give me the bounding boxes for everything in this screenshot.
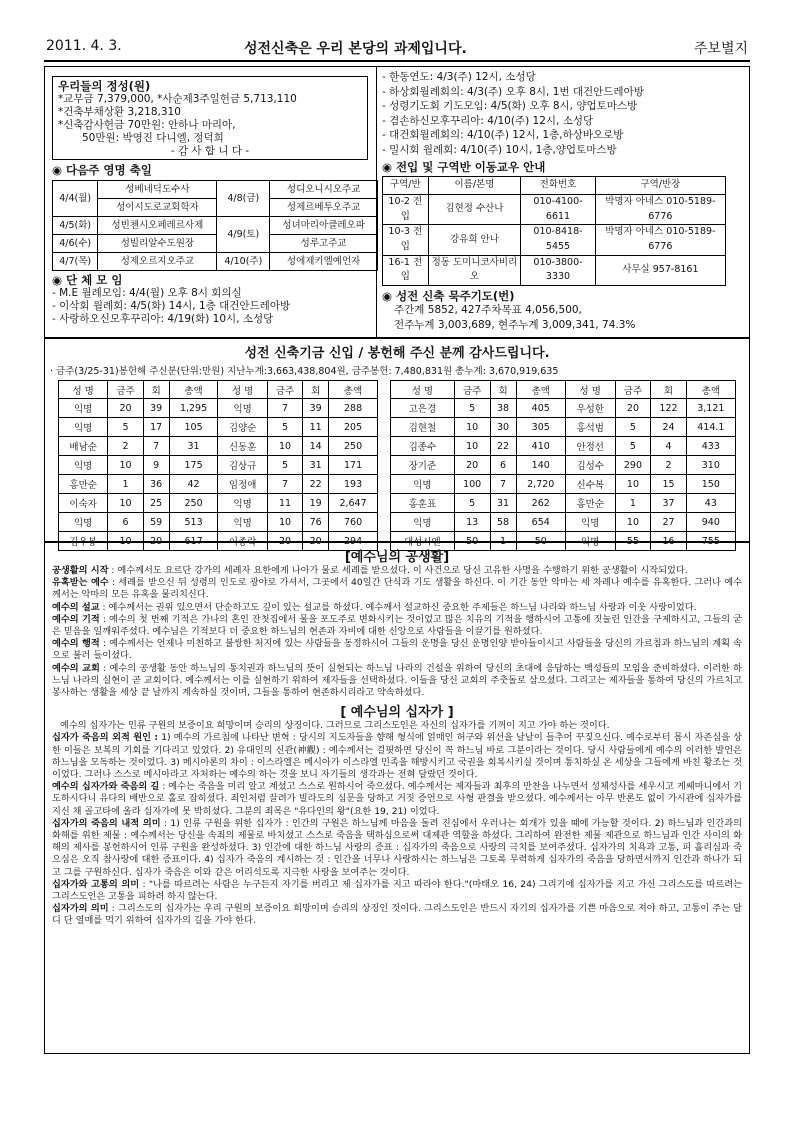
transfer-cell: 010-8418-5455	[521, 225, 595, 255]
fund-head-cell: 총액	[686, 381, 735, 399]
fund-head-cell: 성 명	[59, 381, 108, 399]
paragraph-text: 1) 예수의 가르침에 나타난 변혁 : 당시의 지도자들을 향해 형식에 얽매인 허구와 위선을 날날이 들추어 꾸짖으신다. 예수로부터 몹시 자존심을 상한 이들은 보복의 기회를 기다리고 있었다. 2) 유대인의 신관(神觀) : 예수께서는 걸핏하면 당신이 꼭 하느님 바로 그분이라는 것이다. 당시 사람들에게 예수의 이러한 발언은 하느님을 모독하는 것이었다. 3) 메시아론의 차이 : 이스라엘은 메시아가 이스라엘 민족을 해방시키고 국권을 회복시키실 것이며 통치하실 온 세상을 그들에게 바친 황조는 것이었다. 그러나 스스로 메시아라고 자처하는 예수의 하는 것을 보니 자기들의 생각과는 전혀 달랐던 것이다.	[52, 732, 742, 781]
fund-cell: 58	[490, 513, 516, 532]
transfer-cell: 박명자 아네스 010-5189-6776	[595, 195, 725, 225]
fund-row	[391, 513, 736, 532]
fund-row	[59, 399, 378, 418]
paragraph	[52, 577, 742, 601]
fund-cell: 김종수	[391, 437, 455, 456]
meeting-item: - 밀시회 월례회: 4/10(주) 10시, 1층,양업토마스방	[382, 143, 617, 156]
fund-cell: 19	[303, 494, 329, 513]
fund-cell: 262	[516, 494, 565, 513]
fund-cell: 76	[303, 513, 329, 532]
fund-head-cell: 성 명	[565, 381, 615, 399]
fund-cell: 25	[143, 494, 169, 513]
meeting-item: - 하상회월례회의: 4/3(주) 오후 8시, 1번 대건안드레아방	[382, 85, 644, 98]
life-body	[52, 565, 742, 699]
paragraph	[52, 638, 742, 662]
fund-cell: 20	[615, 399, 651, 418]
fund-cell: 20	[267, 532, 302, 551]
left-column	[52, 76, 372, 326]
fund-cell: 22	[303, 475, 329, 494]
paragraph-text: : 예수의 공생활 동안 하느님의 통치권과 하느님의 뜻이 실현되는 하느님 나라의 건설을 위하여 당신의 초대에 응답하는 백성들의 모임을 준비하셨다. 이러한 하느님 나라의 실현이 곧 교회이다. 예수께서는 이를 실현하기 위하여 제자들을 선택하셨다. 이들을 당신 교회의 주춧돌로 삼으셨다. 그리고는 제자들을 통하여 당신의 가르치고 봉사하는 생활을 세상 끝 날까지 계속하실 것이며, 그들을 통하여 현존하시리라고 약속하셨다.	[52, 662, 742, 699]
fund-cell: 7	[490, 475, 516, 494]
transfer-head: 구역/반	[383, 177, 429, 195]
paragraph-text: : 예수께서는 권위 있으면서 단순하고도 깊이 있는 설교를 하셨다. 예수께서 설교하신 중요한 주제들은 하느님 나라와 하느님 사랑과 이웃 사랑이었다.	[99, 601, 697, 613]
fund-cell: 755	[686, 532, 735, 551]
transfer-cell: 010-3800-3330	[521, 255, 595, 285]
feast-date: 4/6(수)	[53, 235, 98, 253]
offering-line: *교무금 7,379,000, *사순제3주일헌금 5,713,110	[58, 93, 297, 105]
fund-cell: 433	[686, 437, 735, 456]
feast-saint: 성디오니시오주교	[270, 181, 378, 199]
fund-cell: 익명	[391, 475, 455, 494]
transfer-head: 이름/본명	[428, 177, 521, 195]
fund-row	[391, 437, 736, 456]
cross-body	[52, 732, 742, 927]
fund-cell: 10	[267, 437, 302, 456]
fund-cell: 14	[303, 437, 329, 456]
fund-cell: 11	[267, 494, 302, 513]
paragraph-text: : 1) 인류 구원을 위한 십자가 : 인간의 구원은 하느님께 마음을 돌려 진심에서 우러나는 회개가 있을 때에 가능할 것이다. 2) 하느님과 인간과의 화해를 위한 제물 : 예수께서는 당신을 속죄의 제물로 바치셨고 스스로 죽음을 택하심으로써 대제관 역할을 하셨다. 그리하여 완전한 제물 제관으로 하느님과 인간 사이의 화해의 제사를 봉헌하시어 인류 구원을 완성하셨다. 3) 인간에 대한 하느님 사랑의 증표 : 십자가의 죽음으로 사랑의 극치를 보여주셨다. 십자가의 치욕과 고통, 피 흘리심과 죽으심은 오직 참사랑에 대한 증표이다. 4) 십자가 죽음의 계시하는 것 : 인간을 너무나 사랑하시는 하느님은 그토록 무력하게 십자가의 죽음을 당하면서까지 인간과 하나가 되고 그를 구원하신다. 십자가 죽음은 이와 같은 어리석도록 지극한 사랑을 보여주는 것이다.	[52, 817, 742, 878]
paragraph-heading: 십자가의 의미	[52, 903, 109, 915]
transfer-cell: 010-4100-6611	[521, 195, 595, 225]
group-item: - 이삭회 월례회: 4/5(화) 14시, 1층 대건안드레아방	[52, 300, 291, 312]
fund-cell: 안정선	[565, 437, 615, 456]
header-title: 성전신축은 우리 본당의 과제입니다.	[244, 41, 467, 57]
fund-row	[59, 418, 378, 437]
fund-cell: 1,295	[169, 399, 218, 418]
fund-row	[59, 475, 378, 494]
fund-cell: 10	[108, 532, 143, 551]
fund-row	[59, 437, 378, 456]
transfer-cell: 김현정 수산나	[428, 195, 521, 225]
fund-cell: 13	[454, 513, 490, 532]
paragraph-heading: 십자가의 죽음의 내적 의미	[52, 817, 161, 829]
fund-summary: · 금주(3/25-31)봉헌해 주신분(단위:만원) 지난누계:3,663,438,804원, 금주봉헌: 7,480,831원 총누계: 3,670,919,635	[50, 366, 559, 377]
fund-head-cell: 금주	[267, 381, 302, 399]
fund-cell: 24	[651, 418, 686, 437]
fund-cell: 익명	[59, 513, 108, 532]
transfer-head: 구역/반장	[595, 177, 725, 195]
fund-cell: 5	[615, 418, 651, 437]
group-item: - M.E 월례모임: 4/4(월) 오후 8시 회의실	[52, 287, 242, 299]
fund-cell: 10	[108, 494, 143, 513]
paragraph-text: : 예수께서도 요르단 강가의 세례자 요한에게 나아가 물로 세례를 받으셨다. 이 사건으로 당신 고유한 사명을 수행하기 위한 공생활이 시작되었다.	[108, 565, 688, 576]
fund-cell: 513	[169, 513, 218, 532]
fund-cell: 42	[169, 475, 218, 494]
fund-cell: 760	[329, 513, 378, 532]
transfer-cell: 강유희 안나	[428, 225, 521, 255]
fund-cell: 홍훈표	[391, 494, 455, 513]
fund-cell: 38	[490, 399, 516, 418]
fund-cell: 20	[303, 532, 329, 551]
paragraph-text: : "나를 따르려는 사람은 누구든지 자기를 버리고 제 십자가를 지고 따라야 한다."(마태오 16, 24) 그리기에 십자가를 지고 가신 그리스도를 따르려는 그리스도인은 고통을 피하려 하지 않는다.	[52, 878, 742, 903]
fund-cell: 10	[454, 418, 490, 437]
fund-cell: 5	[267, 418, 302, 437]
fund-cell: 310	[686, 456, 735, 475]
fund-cell: 익명	[218, 399, 267, 418]
meeting-item: - 겸손하신모후꾸리아: 4/10(주) 12시, 소성당	[382, 114, 594, 127]
fund-cell: 홍만순	[59, 475, 108, 494]
fund-cell: 105	[169, 418, 218, 437]
offering-line: 50만원: 박영진 다니엘, 정덕희	[82, 132, 224, 144]
paragraph-heading: 예수의 교회	[52, 662, 100, 674]
fund-cell: 10	[615, 475, 651, 494]
fund-cell: 익명	[59, 456, 108, 475]
fund-cell: 2,720	[516, 475, 565, 494]
life-section	[52, 546, 742, 928]
feast-date: 4/9(토)	[217, 217, 270, 253]
fund-cell: 5	[454, 494, 490, 513]
fund-cell: 250	[169, 494, 218, 513]
fund-cell: 50	[516, 532, 565, 551]
feast-saint: 성빌리알수도원장	[98, 235, 217, 253]
paragraph	[52, 781, 742, 818]
feast-table	[52, 180, 378, 271]
fund-cell: 홍석범	[565, 418, 615, 437]
group-item: - 사랑하오신모후꾸리아: 4/19(화) 10시, 소성당	[52, 313, 274, 325]
meeting-item: - 대건회월례회의: 4/10(주) 12시, 1층,하상바오로방	[382, 129, 624, 142]
fund-cell: 405	[516, 399, 565, 418]
fund-row	[391, 418, 736, 437]
transfer-table	[382, 176, 726, 286]
fund-title: 성전 신축기금 신입 / 봉헌해 주신 분께 감사드립니다.	[244, 346, 550, 361]
feast-date: 4/7(목)	[53, 253, 98, 271]
fund-cell: 27	[651, 513, 686, 532]
fund-head-cell: 총액	[169, 381, 218, 399]
fund-row	[391, 399, 736, 418]
fund-cell: 우성한	[565, 399, 615, 418]
feast-saint: 성녀마리아클레오파	[270, 217, 378, 235]
feast-saint: 성이시도로교회학자	[98, 199, 217, 217]
fund-cell: 익명	[218, 513, 267, 532]
fund-cell: 김성수	[565, 456, 615, 475]
fund-cell: 122	[651, 399, 686, 418]
paragraph-text: : 예수는 죽음을 미리 알고 계셨고 스스로 원하시어 죽으셨다. 예수께서는 제자들과 최후의 만찬을 나누면서 성체성사를 세우시고 게쎄마니에서 기도하시다니 유다의 배반으로 홀로 잡히셨다. 죄인처럼 끌려가 빌라도의 심문을 당하고 거짓 증언으로 사형 판결을 받으셨다. 예수께서는 아무 반론도 없이 가시관에 십자가를 지신 채 골고타에 올라 십자가에 못 박히셨다. 그분의 죄목은 "유다인의 왕"(요한 19, 21) 이었다.	[52, 781, 742, 817]
offering-line: *신축감사헌금 70만원: 안하나 마리아,	[58, 119, 236, 131]
fund-cell: 10	[108, 456, 143, 475]
fund-cell: 김양순	[218, 418, 267, 437]
paragraph	[52, 663, 742, 700]
fund-head-cell: 총액	[516, 381, 565, 399]
fund-cell: 김우봉	[59, 532, 108, 551]
fund-cell: 16	[651, 532, 686, 551]
fund-head-cell: 성 명	[218, 381, 267, 399]
fund-head-cell: 총액	[329, 381, 378, 399]
fund-head-cell: 금주	[615, 381, 651, 399]
paragraph	[52, 614, 742, 638]
fund-cell: 김현철	[391, 418, 455, 437]
fund-cell: 17	[143, 418, 169, 437]
fund-table-left	[58, 380, 378, 551]
feast-saint: 성베네딕도수사	[98, 181, 217, 199]
fund-cell: 4	[651, 437, 686, 456]
fund-cell: 55	[615, 532, 651, 551]
fund-cell: 대성시엔	[391, 532, 455, 551]
paragraph-text: : 세례를 받으신 뒤 성령의 인도로 광야로 가셔서, 그곳에서 40일간 단식과 기도 생활을 하신다. 이 기간 동안 악마는 세 차례나 예수를 유혹한다. 그러나 예수께서는 악마의 모든 유혹을 물리치신다.	[52, 577, 742, 601]
fund-row	[391, 456, 736, 475]
fund-cell: 고은경	[391, 399, 455, 418]
fund-cell: 31	[169, 437, 218, 456]
fund-cell: 288	[329, 399, 378, 418]
fund-table-right	[390, 380, 736, 551]
fund-cell: 임정애	[218, 475, 267, 494]
fund-cell: 7	[143, 437, 169, 456]
fund-cell: 940	[686, 513, 735, 532]
fund-cell: 294	[329, 532, 378, 551]
fund-cell: 2	[651, 456, 686, 475]
fund-cell: 1	[108, 475, 143, 494]
paragraph	[52, 903, 742, 927]
transfer-cell: 정동 도미니코사비리오	[428, 255, 521, 285]
fund-cell: 50	[454, 532, 490, 551]
paragraph-heading: 예수의 설교	[52, 601, 100, 613]
transfer-cell: 10-3 전입	[383, 225, 429, 255]
fund-cell: 익명	[565, 513, 615, 532]
fund-cell: 37	[651, 494, 686, 513]
feast-date: 4/8(금)	[217, 181, 270, 217]
paragraph-text: : 예수께서는 언제나 미천하고 불쌍한 처지에 있는 사람들을 동정하시어 그들의 운명을 당신 운명인양 받아들이시고 사람들을 당신의 가르침과 하느님의 계획 속으로 불러 들이셨다.	[52, 638, 743, 662]
meeting-item: - 한동연도: 4/3(주) 12시, 소성당	[382, 71, 536, 83]
fund-row	[59, 513, 378, 532]
header-edition: 주보별지	[693, 41, 748, 57]
fund-cell: 39	[303, 399, 329, 418]
paragraph-heading: 공생활의 시작	[52, 565, 109, 576]
paragraph-text: : 예수의 첫 번째 기적은 가나의 혼인 잔칫집에서 물을 포도주로 변화시키는 것이었고 많은 치유의 기적을 행하시어 고통에 짓눌린 인간을 구제하시고, 그들의 굳은 믿음을 일깨워주셨다. 예수님은 기적보다 더 중요한 하느님의 현존과 자비에 대한 신앙으로 사람들을 이끌기를 원하셨다.	[52, 613, 742, 638]
feast-saint: 성에제키엘예언자	[270, 253, 378, 271]
fund-cell: 20	[143, 532, 169, 551]
feast-saint: 성제오르지오주교	[98, 253, 217, 271]
paragraph-heading: 십자가 죽음의 외적 원인 :	[52, 732, 159, 744]
fund-cell: 20	[108, 399, 143, 418]
fund-cell: 10	[615, 513, 651, 532]
fund-cell: 익명	[59, 399, 108, 418]
fund-cell: 10	[267, 513, 302, 532]
fund-cell: 6	[490, 456, 516, 475]
fund-cell: 31	[303, 456, 329, 475]
fund-cell: 617	[169, 532, 218, 551]
right-column	[382, 70, 742, 333]
fund-cell: 22	[490, 437, 516, 456]
cross-intro: 예수의 십자가는 인류 구원의 보증이요 희망이며 승리의 상징이다. 그러므로 그리스도인은 자신의 십자가를 기꺼이 지고 가야 하는 것이다.	[60, 720, 610, 732]
transfer-cell: 사무실 957-8161	[595, 255, 725, 285]
fund-cell: 1	[615, 494, 651, 513]
fund-cell: 30	[490, 418, 516, 437]
fund-cell: 15	[651, 475, 686, 494]
fund-cell: 익명	[391, 513, 455, 532]
fund-row	[59, 494, 378, 513]
fund-head-cell: 금주	[108, 381, 143, 399]
fund-head-cell: 금주	[454, 381, 490, 399]
transfer-title: ◉ 전입 및 구역반 이동교우 안내	[382, 159, 546, 174]
fund-cell: 31	[490, 494, 516, 513]
fund-cell: 43	[686, 494, 735, 513]
fund-cell: 36	[143, 475, 169, 494]
fund-cell: 5	[615, 437, 651, 456]
feast-saint: 성루고주교	[270, 235, 378, 253]
offering-line: *건축부채상환 3,218,310	[58, 106, 181, 118]
feast-saint: 성제르베투오주교	[270, 199, 378, 217]
fund-row	[391, 475, 736, 494]
page-header	[44, 36, 750, 62]
fund-cell: 1	[490, 532, 516, 551]
fund-cell: 171	[329, 456, 378, 475]
fund-cell: 5	[108, 418, 143, 437]
paragraph-heading: 예수의 십자가와 죽음의 길	[52, 781, 160, 793]
fund-cell: 홍만순	[565, 494, 615, 513]
fund-cell: 654	[516, 513, 565, 532]
fund-row	[59, 456, 378, 475]
fund-head-cell: 성 명	[391, 381, 455, 399]
fund-head-cell: 회	[651, 381, 686, 399]
fund-cell: 신동훈	[218, 437, 267, 456]
transfer-cell: 박명자 아네스 010-5189-6776	[595, 225, 725, 255]
transfer-head: 전화번호	[521, 177, 595, 195]
fund-cell: 6	[108, 513, 143, 532]
paragraph	[52, 879, 742, 903]
prayer-title: ◉ 성전 신축 묵주기도(번)	[382, 288, 515, 303]
fund-cell: 290	[615, 456, 651, 475]
fund-cell: 150	[686, 475, 735, 494]
transfer-cell: 10-2 전입	[383, 195, 429, 225]
fund-cell: 2	[108, 437, 143, 456]
fund-cell: 5	[267, 456, 302, 475]
groups-title: ◉ 단 체 모 임	[52, 273, 123, 287]
fund-cell: 414.1	[686, 418, 735, 437]
feast-date: 4/10(주)	[217, 253, 270, 271]
fund-cell: 익명	[59, 418, 108, 437]
feast-date: 4/5(화)	[53, 217, 98, 235]
transfer-cell: 16-1 전입	[383, 255, 429, 285]
fund-cell: 7	[267, 475, 302, 494]
meeting-item: - 성령기도회 기도모임: 4/5(화) 오후 8시, 양업토마스방	[382, 100, 638, 113]
paragraph-text: : 그리스도의 십자가는 우리 구원의 보증이요 희망이며 승리의 상징인 것이다. 그리스도인은 반드시 자기의 십자가를 기쁜 마음으로 져야 하고, 고통이 주는 달디 단 열매를 먹기 위하여 십자가의 길을 가야 한다.	[52, 903, 742, 927]
fund-cell: 배남순	[59, 437, 108, 456]
prayer-line: 전주누계 3,003,689, 현주누계 3,009,341, 74.3%	[394, 318, 636, 331]
fund-cell: 410	[516, 437, 565, 456]
fund-cell: 김상규	[218, 456, 267, 475]
offering-thanks: - 감 사 합 니 다 -	[170, 145, 250, 157]
header-date: 2011. 4. 3.	[46, 38, 122, 54]
paragraph-heading: 예수의 행적	[52, 638, 100, 650]
fund-cell: 175	[169, 456, 218, 475]
prayer-line: 주간계 5852, 427주차목표 4,056,500,	[394, 304, 582, 317]
fund-cell: 193	[329, 475, 378, 494]
paragraph	[52, 732, 742, 781]
fund-head-cell: 회	[490, 381, 516, 399]
fund-head-cell: 회	[303, 381, 329, 399]
paragraph-heading: 유혹받는 예수	[52, 577, 109, 589]
feast-title: ◉ 다음주 영명 축일	[52, 163, 152, 177]
fund-cell: 익명	[565, 532, 615, 551]
fund-cell: 5	[454, 399, 490, 418]
fund-cell: 11	[303, 418, 329, 437]
fund-cell: 305	[516, 418, 565, 437]
fund-cell: 7	[267, 399, 302, 418]
fund-cell: 140	[516, 456, 565, 475]
fund-cell: 9	[143, 456, 169, 475]
fund-head-cell: 회	[143, 381, 169, 399]
fund-cell: 100	[454, 475, 490, 494]
fund-cell: 205	[329, 418, 378, 437]
fund-cell: 이숙자	[59, 494, 108, 513]
paragraph	[52, 565, 742, 577]
paragraph	[52, 602, 742, 614]
fund-cell: 장기준	[391, 456, 455, 475]
fund-cell: 2,647	[329, 494, 378, 513]
paragraph-heading: 십자가와 고통의 의미	[52, 878, 140, 890]
fund-cell: 이종락	[218, 532, 267, 551]
offering-box	[52, 76, 368, 160]
fund-cell: 3,121	[686, 399, 735, 418]
offering-title: 우리들의 정성(원)	[58, 79, 151, 93]
fund-cell: 20	[454, 456, 490, 475]
fund-row	[391, 494, 736, 513]
fund-cell: 10	[454, 437, 490, 456]
paragraph	[52, 818, 742, 879]
fund-cell: 익명	[218, 494, 267, 513]
feast-saint: 성빈첸시오페레르사제	[98, 217, 217, 235]
feast-date: 4/4(월)	[53, 181, 98, 217]
paragraph-heading: 예수의 기적	[52, 613, 100, 625]
fund-cell: 39	[143, 399, 169, 418]
fund-section	[44, 342, 750, 548]
fund-cell: 250	[329, 437, 378, 456]
fund-cell: 59	[143, 513, 169, 532]
fund-cell: 신수복	[565, 475, 615, 494]
cross-title: [ 예수님의 십자가 ]	[340, 705, 454, 721]
life-title: [예수님의 공생활]	[344, 550, 450, 565]
